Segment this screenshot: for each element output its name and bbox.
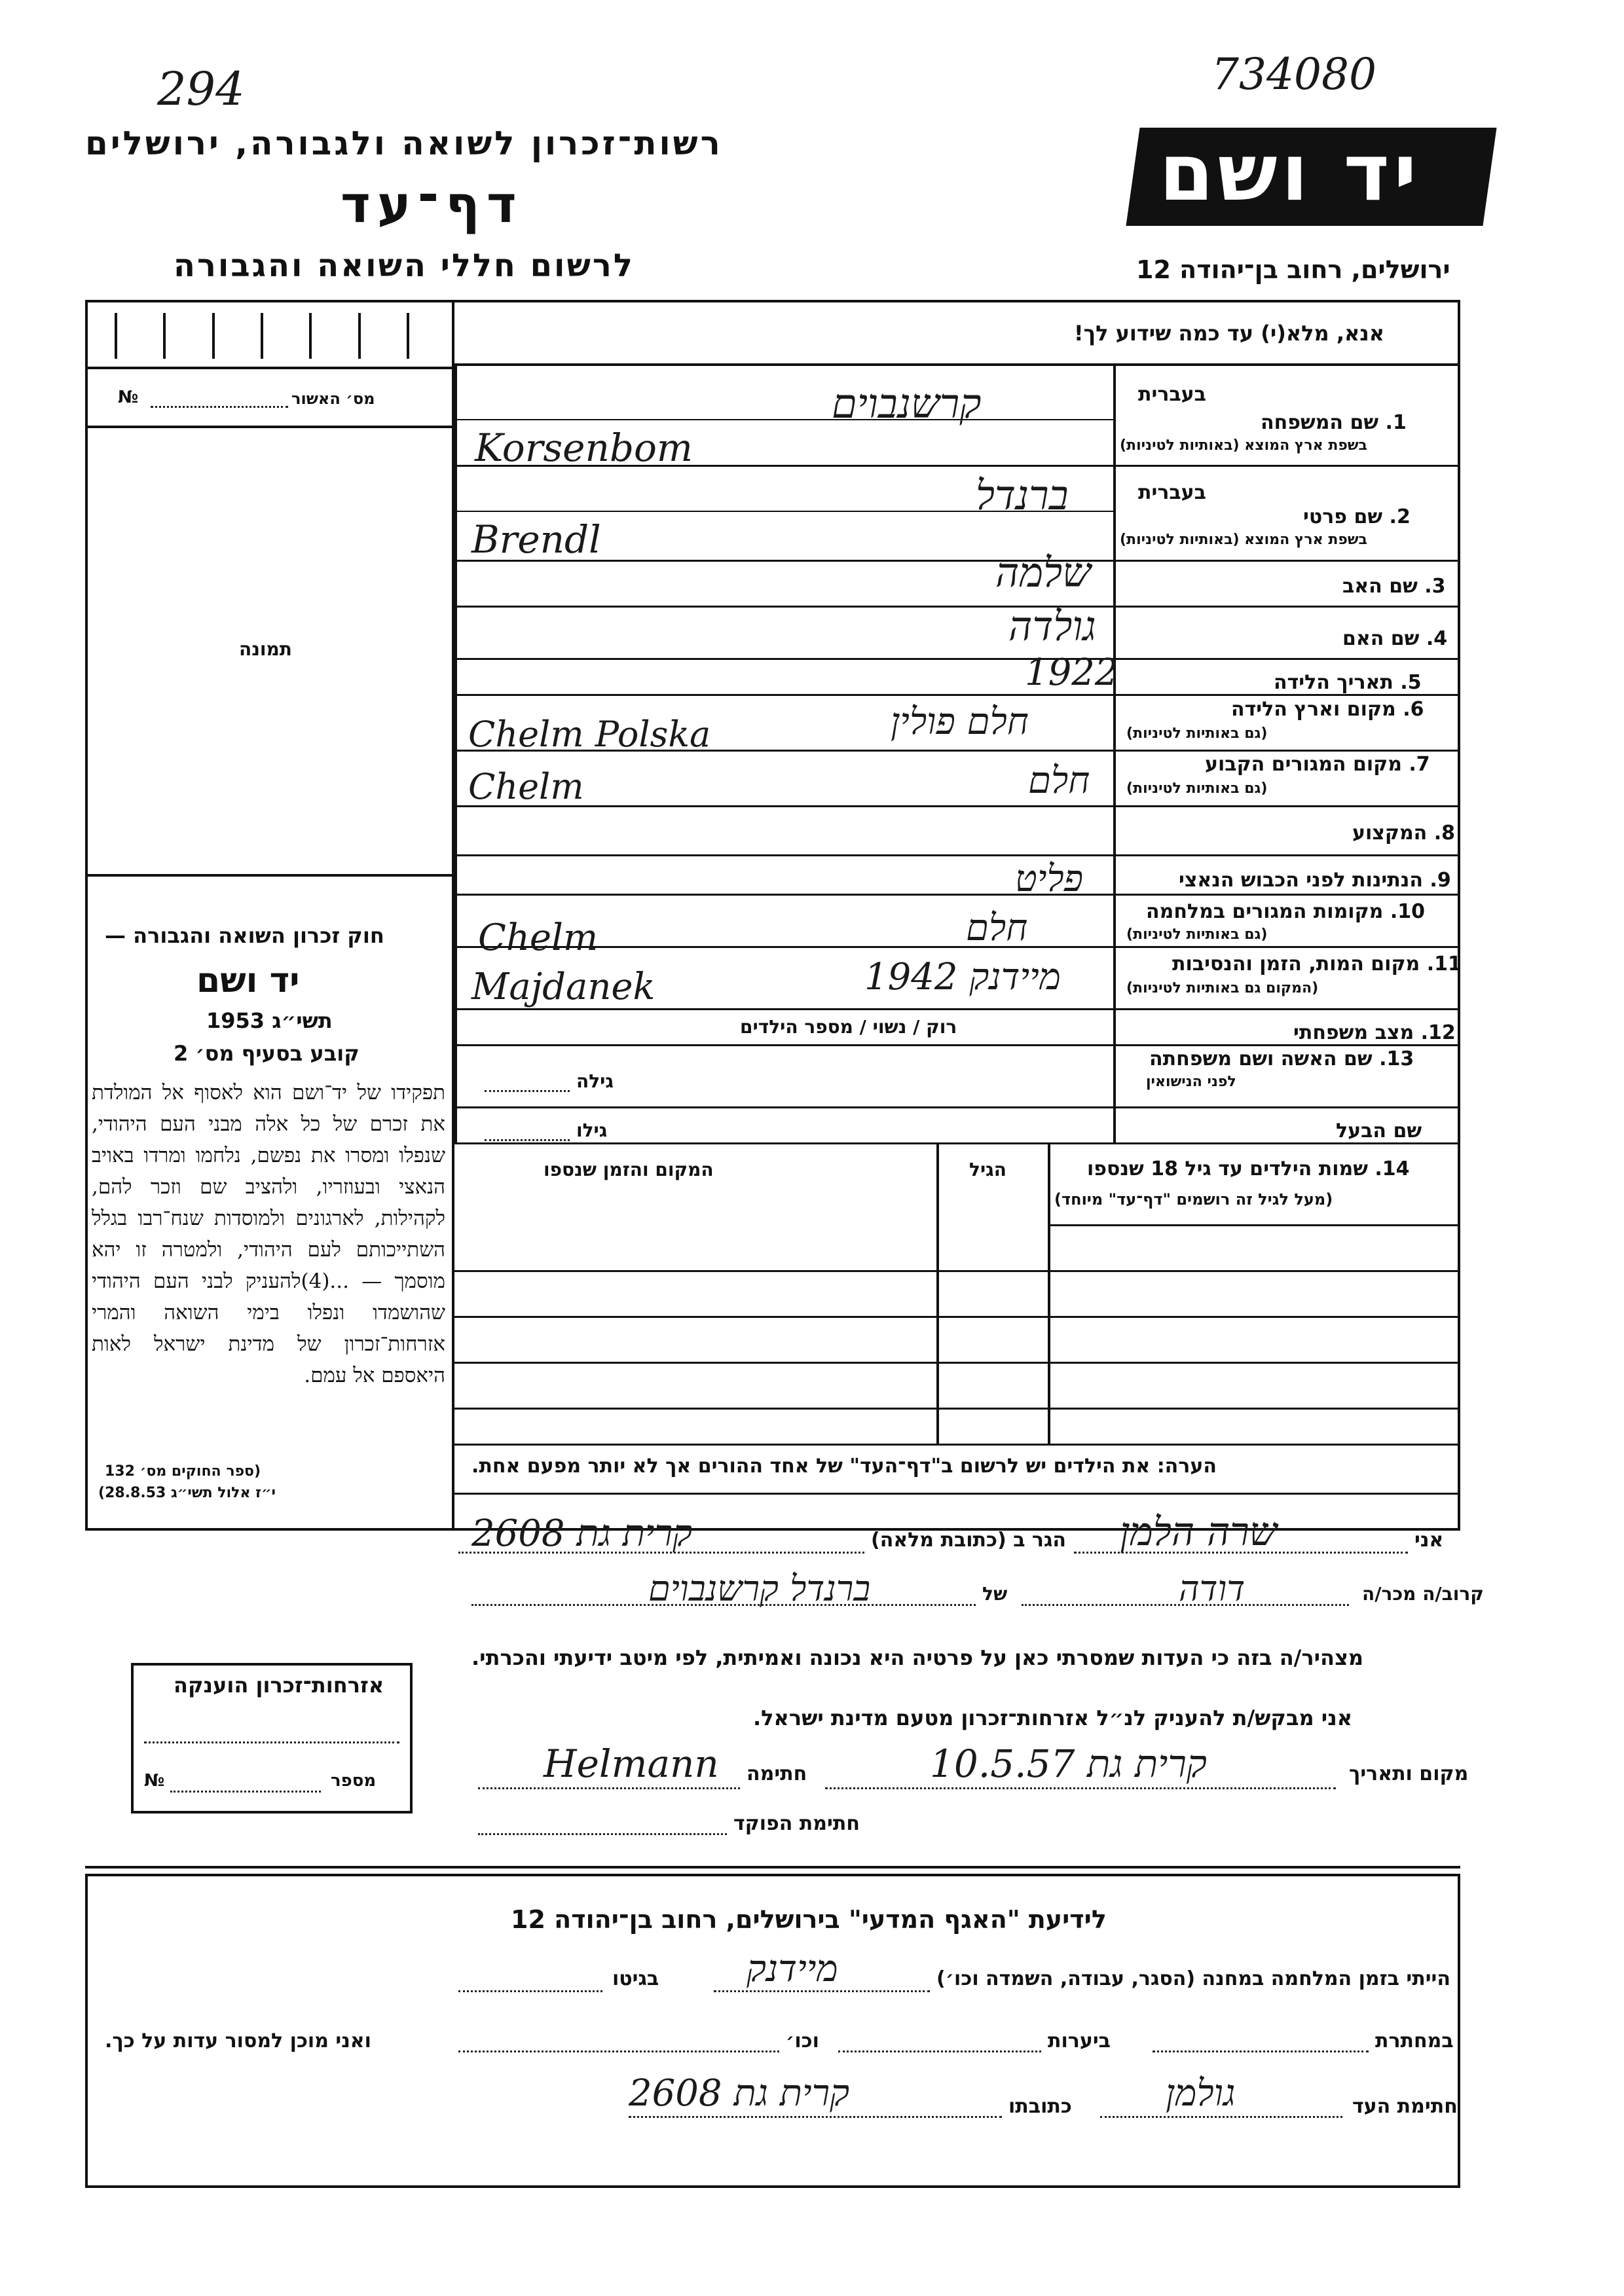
- authority-title: רשות־זכרון לשואה ולגבורה, ירושלים: [85, 124, 723, 162]
- law-body: תפקידו של יד־ושם הוא לאסוף אל המולדת את זכרם של כל אלה מבני העם היהודי, שנפלו ומסרו את נפשם, נלחמו ומרדו באויב הנאצי ובעוזריו, ולהציב שם וזכר להם, לקהילות, לארגונים ולמוסדות שנח־רבו בגלל השתייכותם לעם היהודי, ולמטרה זו יהא מוסמך — ...(4)להעניק לבני העם היהודי שהושמדו ונפלו בימי השואה והמרי אזרחות־זכרון של מדינת ישראל לאות היאספם אל עמם.: [92, 1081, 445, 1387]
- form-title: דף־עד: [341, 175, 523, 234]
- law-reference-2: י״ז אלול תשי״ג 28.8.53): [98, 1485, 276, 1501]
- witness-name: שרה הלמן: [1120, 1509, 1278, 1555]
- photo-top-line: [85, 426, 454, 428]
- field-birthplace-sub: (גם באותיות לטיניות): [1126, 725, 1268, 742]
- digit-boxes: [115, 313, 409, 359]
- bottom-separator: [85, 1866, 1460, 1868]
- age-label-m: גילו: [576, 1120, 608, 1141]
- field-father: 3. שם האב: [1342, 575, 1446, 598]
- witness-signature-label: חתימת העד: [1352, 2095, 1458, 2118]
- war-place-hebrew: חלם: [966, 907, 1028, 949]
- signature-label: חתימה: [747, 1762, 807, 1785]
- children-sub: (מעל לגיל זה רושמים "דף־עד" מיוחד): [1054, 1190, 1333, 1209]
- note: הערה: את הילדים יש לרשום ב"דף־העד" של אחד ההורים אך לא יותר מפעם אחת.: [471, 1455, 1217, 1478]
- residence-hebrew: חלם: [1028, 759, 1090, 802]
- citizenship-number: מספר: [331, 1771, 377, 1791]
- declaration: מצהיר/ה בזה כי העדות שמסרתי כאן על פרטיה היא נכונה ואמיתית, לפי מיטב ידיעתי והכרתי.: [471, 1645, 1364, 1670]
- of-label: של: [982, 1583, 1008, 1605]
- field-war-places-sub: (גם באותיות לטיניות): [1126, 926, 1268, 943]
- photo-label: תמונה: [239, 638, 292, 660]
- death-place-latin: Majdanek: [471, 966, 655, 1008]
- field-husband: שם הבעל: [1336, 1120, 1422, 1142]
- etc-label: וכו׳: [786, 2030, 819, 2052]
- approval-number-label: מס׳ האשור: [291, 390, 375, 408]
- field-spouse-sub: לפני הנישואין: [1146, 1074, 1236, 1090]
- address-label: כתובתו: [1008, 2095, 1072, 2118]
- law-year: תשי״ג 1953: [206, 1008, 333, 1033]
- header-address: ירושלים, רחוב בן־יהודה 12: [1136, 255, 1450, 284]
- record-number: 734080: [1211, 49, 1376, 100]
- i-am: אני: [1414, 1529, 1444, 1552]
- first-name-hebrew: ברנדל: [976, 471, 1069, 519]
- relative-label: קרוב/ה מכר/ה: [1362, 1583, 1484, 1605]
- circumstances: פליט: [1015, 858, 1084, 900]
- approval-no-sign: №: [118, 388, 139, 407]
- children-label: 14. שמות הילדים עד גיל 18 שנספו: [1087, 1157, 1410, 1180]
- law-name: יד ושם: [196, 961, 300, 1000]
- field-birth-date: 5. תאריך הלידה: [1274, 671, 1422, 694]
- hebrew-label-2: בעברית: [1138, 481, 1206, 504]
- field-divider: [1113, 363, 1116, 1142]
- hw-divider: [454, 363, 457, 1142]
- bottom-title: לידיעת "האגף המדעי" בירושלים, רחוב בן־יהודה 12: [511, 1905, 1107, 1934]
- field-spouse: 13. שם האשה ושם משפחתה: [1149, 1048, 1414, 1070]
- col-age: הגיל: [969, 1159, 1006, 1180]
- signature: Helmann: [544, 1741, 719, 1786]
- field-surname-sub: בשפת ארץ המוצא (באותיות לטיניות): [1120, 437, 1367, 454]
- field-first-name: 2. שם פרטי: [1303, 505, 1411, 528]
- bottom-line1: הייתי בזמן המלחמה במחנה (הסגר, עבודה, השמדה וכו׳): [936, 1967, 1450, 1990]
- law-reference-1: (ספר החוקים מס׳ 132: [105, 1463, 261, 1480]
- intro-line: [454, 363, 1460, 366]
- surname-latin: Korsenbom: [475, 426, 693, 470]
- field-first-name-sub: בשפת ארץ המוצא (באותיות לטיניות): [1120, 532, 1367, 548]
- birth-date: 1922: [1025, 651, 1118, 694]
- forests-label: ביערות: [1048, 2030, 1111, 2052]
- field-marital: 12. מצב משפחתי: [1293, 1021, 1456, 1044]
- death-place-hebrew: מיידנק 1942: [864, 956, 1061, 998]
- stamp-top-line: [85, 367, 454, 369]
- photo-bottom-line: [85, 874, 454, 877]
- surname-hebrew: קרשנבוים: [832, 380, 982, 428]
- form-subtitle: לרשום חללי השואה והגבורה: [174, 247, 635, 284]
- citizenship-title: אזרחות־זכרון הוענקה: [174, 1673, 384, 1698]
- law-clause: קובע בסעיף מס׳ 2: [174, 1041, 360, 1066]
- camp: מיידנק: [747, 1948, 838, 1990]
- ghetto-label: בגיטו: [612, 1967, 659, 1990]
- approval-number-field: [151, 406, 288, 408]
- relation-of: ברנדל קרשנבוים: [648, 1568, 871, 1609]
- age-label: גילה: [576, 1070, 614, 1092]
- residence-latin: Chelm: [468, 766, 584, 807]
- field-death: 11. מקום המות, הזמן והנסיבות: [1172, 953, 1462, 975]
- ready-label: ואני מוכן למסור עדות על כך.: [105, 2030, 371, 2052]
- field-residence: 7. מקום המגורים הקבוע: [1205, 753, 1430, 776]
- field-surname: 1. שם המשפחה: [1261, 411, 1407, 434]
- field-death-sub: (המקום גם באותיות לטיניות): [1126, 980, 1319, 996]
- archive-number: 294: [157, 62, 245, 116]
- place-date: קרית גת 10.5.57: [930, 1741, 1207, 1786]
- place-date-label: מקום ותאריך: [1349, 1762, 1469, 1785]
- field-profession: 8. המקצוע: [1352, 822, 1455, 845]
- birthplace-latin: Chelm Polska: [468, 714, 711, 755]
- father-name: שלמה: [995, 549, 1091, 596]
- mother-name: גולדה: [1008, 602, 1096, 650]
- field-birthplace: 6. מקום וארץ הלידה: [1231, 698, 1424, 721]
- residing-label: הגר ב (כתובת מלאה): [871, 1529, 1067, 1552]
- witness-signature: גולמן: [1166, 2072, 1236, 2115]
- field-nationality: 9. הנתינות לפני הכבוש הנאצי: [1179, 869, 1451, 892]
- request: אני מבקש/ת להעניק לנ״ל אזרחות־זכרון מטעם מדינת ישראל.: [753, 1705, 1352, 1730]
- law-title: חוק זכרון השואה והגבורה —: [105, 923, 384, 948]
- field-war-places: 10. מקומות המגורים במלחמה: [1146, 900, 1425, 923]
- witness-address-bottom: קרית גת 2608: [629, 2072, 850, 2115]
- citizenship-no-sign: №: [144, 1771, 165, 1791]
- col-place: המקום והזמן שנספו: [544, 1159, 714, 1180]
- field-residence-sub: (גם באותיות לטיניות): [1126, 780, 1268, 797]
- war-place-latin: Chelm: [478, 917, 599, 959]
- relation: דודה: [1179, 1568, 1246, 1609]
- field-mother: 4. שם האם: [1342, 627, 1448, 650]
- officer-signature-label: חתימת הפוקד: [733, 1812, 860, 1835]
- marital-options: רוק / נשוי / מספר הילדים: [740, 1016, 957, 1038]
- witness-address: 2608 קרית גת: [471, 1512, 693, 1555]
- intro-text: אנא, מלא(י) עד כמה שידוע לך!: [1074, 321, 1385, 346]
- birthplace-hebrew: חלם פולין: [891, 701, 1029, 743]
- hebrew-label-1: בעברית: [1138, 383, 1206, 406]
- first-name-latin: Brendl: [471, 517, 601, 562]
- logo-text: יד ושם: [1159, 128, 1421, 219]
- underground-label: במחתרת: [1375, 2030, 1454, 2052]
